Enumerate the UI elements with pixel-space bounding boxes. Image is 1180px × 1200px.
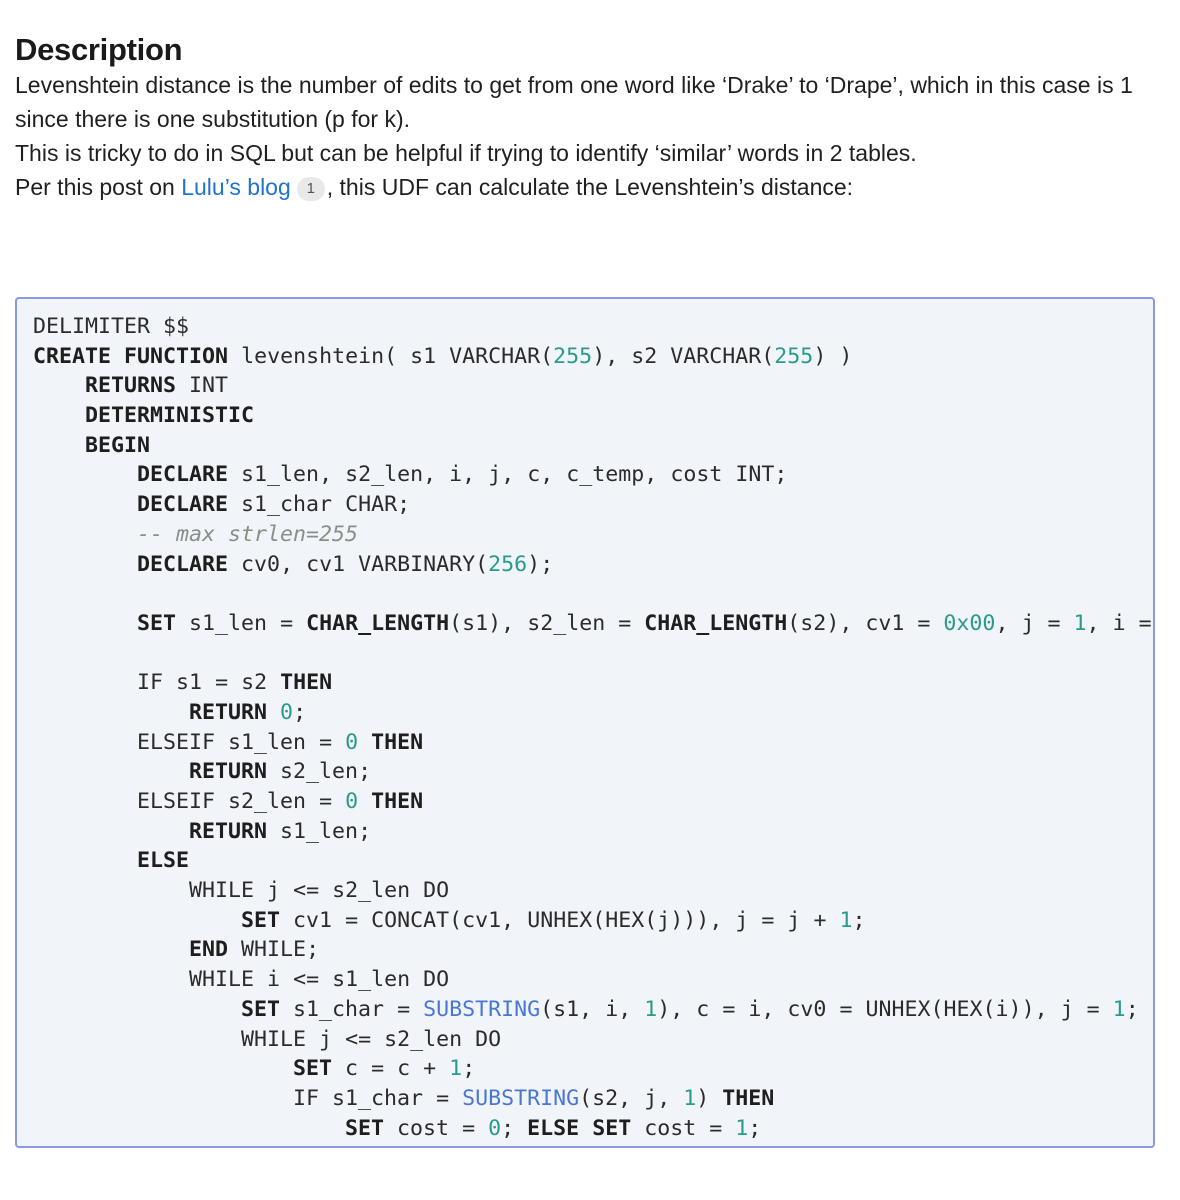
description-section xyxy=(15,0,1157,1141)
code-line: DECLARE s1_char CHAR; xyxy=(137,492,411,518)
code-line: IF s1 = s2 THEN xyxy=(137,670,333,696)
lulus-blog-link[interactable]: Lulu’s blog xyxy=(181,174,291,200)
code-line: BEGIN xyxy=(85,432,151,458)
code-line: DELIMITER $$ xyxy=(33,314,190,339)
code-line: SET s1_len = CHAR_LENGTH(s1), s2_len = CHAR_LENGTH(s2), cv1 = 0x00, j = 1, i = xyxy=(137,610,1152,636)
sql-tricky-paragraph: This is tricky to do in SQL but can be helpful if trying to identify ‘similar’ words in 2 tables. xyxy=(15,140,917,166)
code-line: ELSEIF s1_len = 0 THEN xyxy=(137,729,424,755)
code-line: WHILE j <= s2_len DO xyxy=(189,878,450,904)
sql-code-block[interactable] xyxy=(15,297,1155,1148)
code-line: RETURN s2_len; xyxy=(189,759,372,785)
code-line: WHILE i <= s1_len DO xyxy=(189,967,450,993)
code-line xyxy=(33,639,1152,669)
code-line: CREATE FUNCTION levenshtein( s1 VARCHAR(255), s2 VARCHAR(255) ) xyxy=(33,343,853,369)
code-line: WHILE j <= s2_len DO xyxy=(241,1026,502,1052)
code-line: RETURN 0; xyxy=(189,699,307,725)
code-line: SET c = c + 1; xyxy=(293,1056,476,1082)
footnote-badge[interactable]: 1 xyxy=(297,177,325,201)
code-line: DECLARE cv0, cv1 VARBINARY(256); xyxy=(137,551,554,577)
code-line: SET cv1 = CONCAT(cv1, UNHEX(HEX(j))), j = j + 1; xyxy=(241,907,866,933)
levenshtein-intro-paragraph: Levenshtein distance is the number of edits to get from one word like ‘Drake’ to ‘Drape’, which in this case is 1 since there is one substitution (p for k). xyxy=(15,72,1133,132)
code-line xyxy=(33,579,1152,609)
code-line: -- max strlen=255 xyxy=(137,521,359,547)
code-line: IF s1_char = SUBSTRING(s2, j, 1) THEN xyxy=(293,1085,775,1111)
code-line: DETERMINISTIC xyxy=(85,403,255,429)
code-line: RETURNS INT xyxy=(85,373,229,399)
blog-reference-lead-text: Per this post on xyxy=(15,174,182,200)
blog-reference-tail-text: , this UDF can calculate the Levenshtein’s distance: xyxy=(326,174,854,200)
code-line: ELSEIF s2_len = 0 THEN xyxy=(137,789,424,814)
section-heading: Description xyxy=(15,32,183,67)
code-line: SET s1_char = SUBSTRING(s1, i, 1), c = i, cv0 = UNHEX(HEX(i)), j = 1; xyxy=(241,996,1139,1022)
code-line: RETURN s1_len; xyxy=(189,818,372,844)
code-content xyxy=(33,312,1152,1143)
code-line: SET cost = 0; ELSE SET cost = 1; xyxy=(345,1115,762,1141)
code-line: DECLARE s1_len, s2_len, i, j, c, c_temp, cost INT; xyxy=(137,462,788,488)
code-line: END WHILE; xyxy=(189,937,320,963)
blog-reference-paragraph xyxy=(15,170,1157,204)
code-line: ELSE xyxy=(137,848,190,874)
